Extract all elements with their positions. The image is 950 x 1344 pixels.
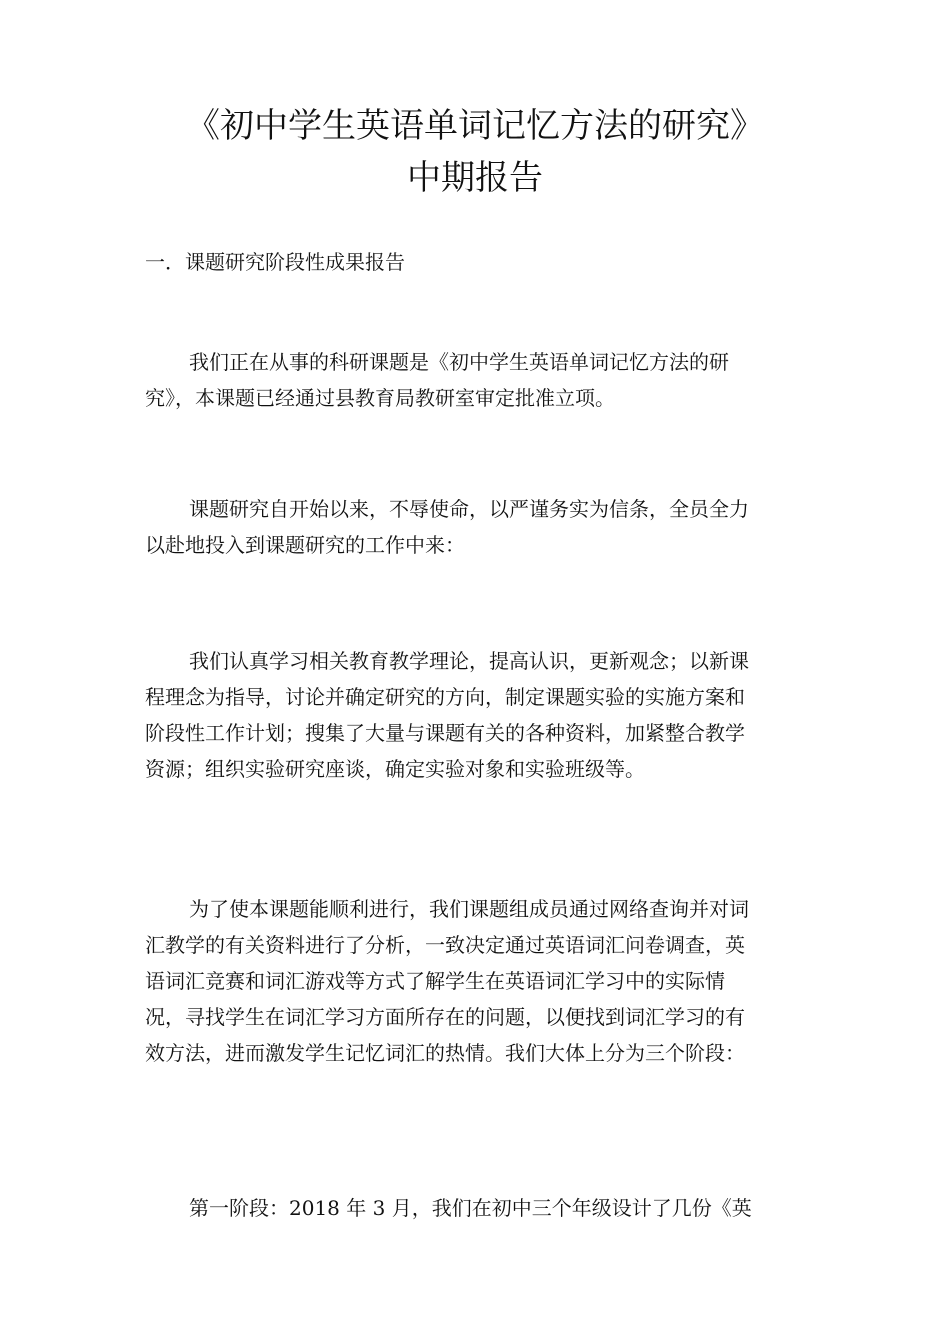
paragraph-line: 第一阶段：2018 年 3 月，我们在初中三个年级设计了几份《英 — [189, 1196, 752, 1220]
paragraph-line: 语词汇竞赛和词汇游戏等方式了解学生在英语词汇学习中的实际情 — [145, 969, 725, 993]
paragraph-line: 效方法，进而激发学生记忆词汇的热情。我们大体上分为三个阶段： — [145, 1041, 745, 1065]
paragraph-line: 阶段性工作计划；搜集了大量与课题有关的各种资料，加紧整合教学 — [145, 721, 745, 745]
paragraph-line: 课题研究自开始以来，不辱使命，以严谨务实为信条，全员全力 — [189, 497, 749, 521]
paragraph-line: 为了使本课题能顺利进行，我们课题组成员通过网络查询并对词 — [189, 897, 749, 921]
paragraph-line: 资源；组织实验研究座谈，确定实验对象和实验班级等。 — [145, 757, 645, 781]
paragraph-line: 以赴地投入到课题研究的工作中来： — [145, 533, 465, 557]
document-title — [0, 100, 950, 204]
paragraph-5 — [145, 1190, 810, 1226]
paragraph-line: 究》，本课题已经通过县教育局教研室审定批准立项。 — [145, 386, 615, 410]
paragraph-line: 我们认真学习相关教育教学理论，提高认识，更新观念；以新课 — [189, 649, 749, 673]
paragraph-4 — [145, 891, 810, 1071]
paragraph-line: 况，寻找学生在词汇学习方面所存在的问题，以便找到词汇学习的有 — [145, 1005, 745, 1029]
paragraph-line: 汇教学的有关资料进行了分析，一致决定通过英语词汇问卷调查，英 — [145, 933, 745, 957]
section-heading-1: 一．课题研究阶段性成果报告 — [145, 250, 405, 274]
paragraph-line: 我们正在从事的科研课题是《初中学生英语单词记忆方法的研 — [189, 350, 729, 374]
title-line-1: 《初中学生英语单词记忆方法的研究》 — [186, 106, 764, 146]
title-line-2: 中期报告 — [407, 158, 543, 198]
paragraph-line: 程理念为指导，讨论并确定研究的方向，制定课题实验的实施方案和 — [145, 685, 745, 709]
paragraph-3 — [145, 643, 810, 787]
paragraph-2 — [145, 491, 810, 563]
paragraph-1 — [145, 344, 810, 416]
